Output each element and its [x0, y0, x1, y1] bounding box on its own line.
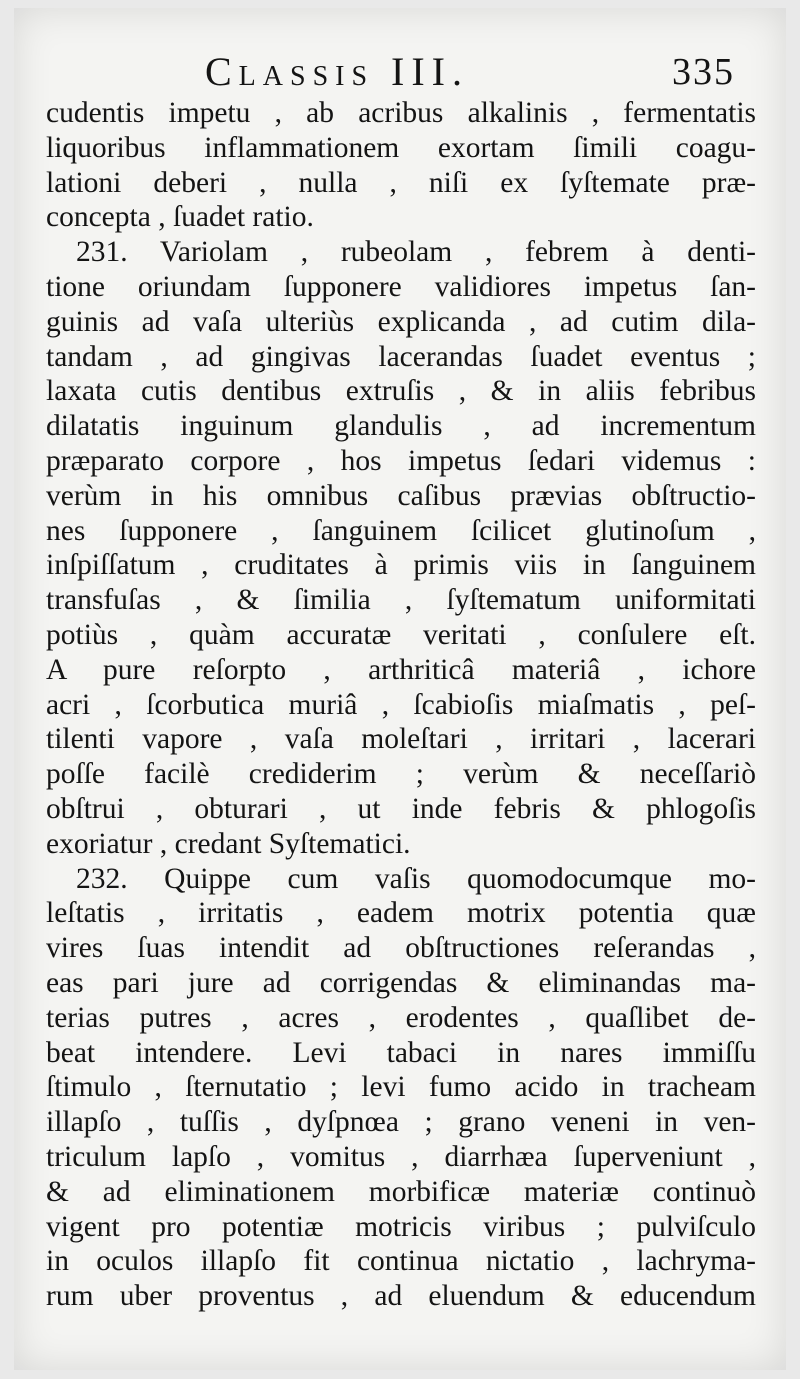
- text-line: poſſe facilè crediderim ; verùm & neceſſariò: [46, 758, 756, 791]
- text-line: ſtimulo , ſternutatio ; levi fumo acido in tracheam: [46, 1071, 756, 1104]
- text-line: laxata cutis dentibus extruſis , & in aliis febribus: [46, 375, 756, 408]
- text-line: rum uber proventus , ad eluendum & educendum: [46, 1280, 756, 1313]
- text-line: concepta , ſuadet ratio.: [46, 201, 314, 234]
- text-line: beat intendere. Levi tabaci in nares immiſſu: [46, 1036, 756, 1069]
- text-line: præparato corpore , hos impetus ſedari videmus :: [46, 444, 756, 477]
- text-line: tandam , ad gingivas lacerandas ſuadet eventus ;: [46, 340, 756, 373]
- text-line: liquoribus inflammationem exortam ſimili coagu-: [46, 131, 756, 164]
- text-line: verùm in his omnibus caſibus prævias obſtructio-: [46, 479, 756, 512]
- text-line: triculum lapſo , vomitus , diarrhæa ſuperveniunt ,: [46, 1140, 756, 1173]
- body-text: [46, 96, 756, 1314]
- text-line: acri , ſcorbutica muriâ , ſcabioſis miaſmatis , peſ-: [46, 688, 756, 721]
- paragraph-232-start: 232. Quippe cum vaſis quomodocumque mo-: [76, 862, 756, 895]
- text-line: transfuſas , & ſimilia , ſyſtematum uniformitati: [46, 584, 756, 617]
- text-line: guinis ad vaſa ulteriùs explicanda , ad cutim dila-: [46, 305, 756, 338]
- text-line: eas pari jure ad corrigendas & eliminandas ma-: [46, 966, 756, 999]
- text-line: illapſo , tuſſis , dyſpnœa ; grano veneni in ven-: [46, 1106, 756, 1139]
- text-line: inſpiſſatum , cruditates à primis viis in ſanguinem: [46, 549, 756, 582]
- text-line: & ad eliminationem morbificæ materiæ continuò: [46, 1175, 756, 1208]
- text-line: vigent pro potentiæ motricis viribus ; pulviſculo: [46, 1210, 756, 1243]
- text-line: cudentis impetu , ab acribus alkalinis , fermentatis: [46, 97, 756, 129]
- page-header: [0, 48, 800, 96]
- text-line: A pure reſorpto , arthriticâ materiâ , ichore: [46, 653, 756, 686]
- text-line: nes ſupponere , ſanguinem ſcilicet glutinoſum ,: [46, 514, 756, 547]
- text-line: tione oriundam ſupponere validiores impetus ſan-: [46, 270, 756, 303]
- page-number: 335: [672, 51, 735, 93]
- text-line: exoriatur , credant Syſtematici.: [46, 827, 411, 860]
- text-line: in oculos illapſo fit continua nictatio , lachryma-: [46, 1245, 756, 1278]
- text-line: terias putres , acres , erodentes , quaſlibet de-: [46, 1001, 756, 1034]
- running-title: Classis III.: [205, 49, 470, 94]
- text-line: dilatatis inguinum glandulis , ad incrementum: [46, 410, 756, 443]
- text-line: vires ſuas intendit ad obſtructiones reſerandas ,: [46, 932, 756, 965]
- text-line: tilenti vapore , vaſa moleſtari , irritari , lacerari: [46, 723, 756, 756]
- text-line: potiùs , quàm accuratæ veritati , conſulere eſt.: [46, 618, 756, 651]
- text-line: leſtatis , irritatis , eadem motrix potentia quæ: [46, 897, 756, 930]
- text-line: obſtrui , obturari , ut inde febris & phlogoſis: [46, 792, 756, 825]
- text-line: lationi deberi , nulla , niſi ex ſyſtemate præ-: [46, 166, 756, 199]
- paragraph-231-start: 231. Variolam , rubeolam , febrem à denti-: [76, 236, 756, 269]
